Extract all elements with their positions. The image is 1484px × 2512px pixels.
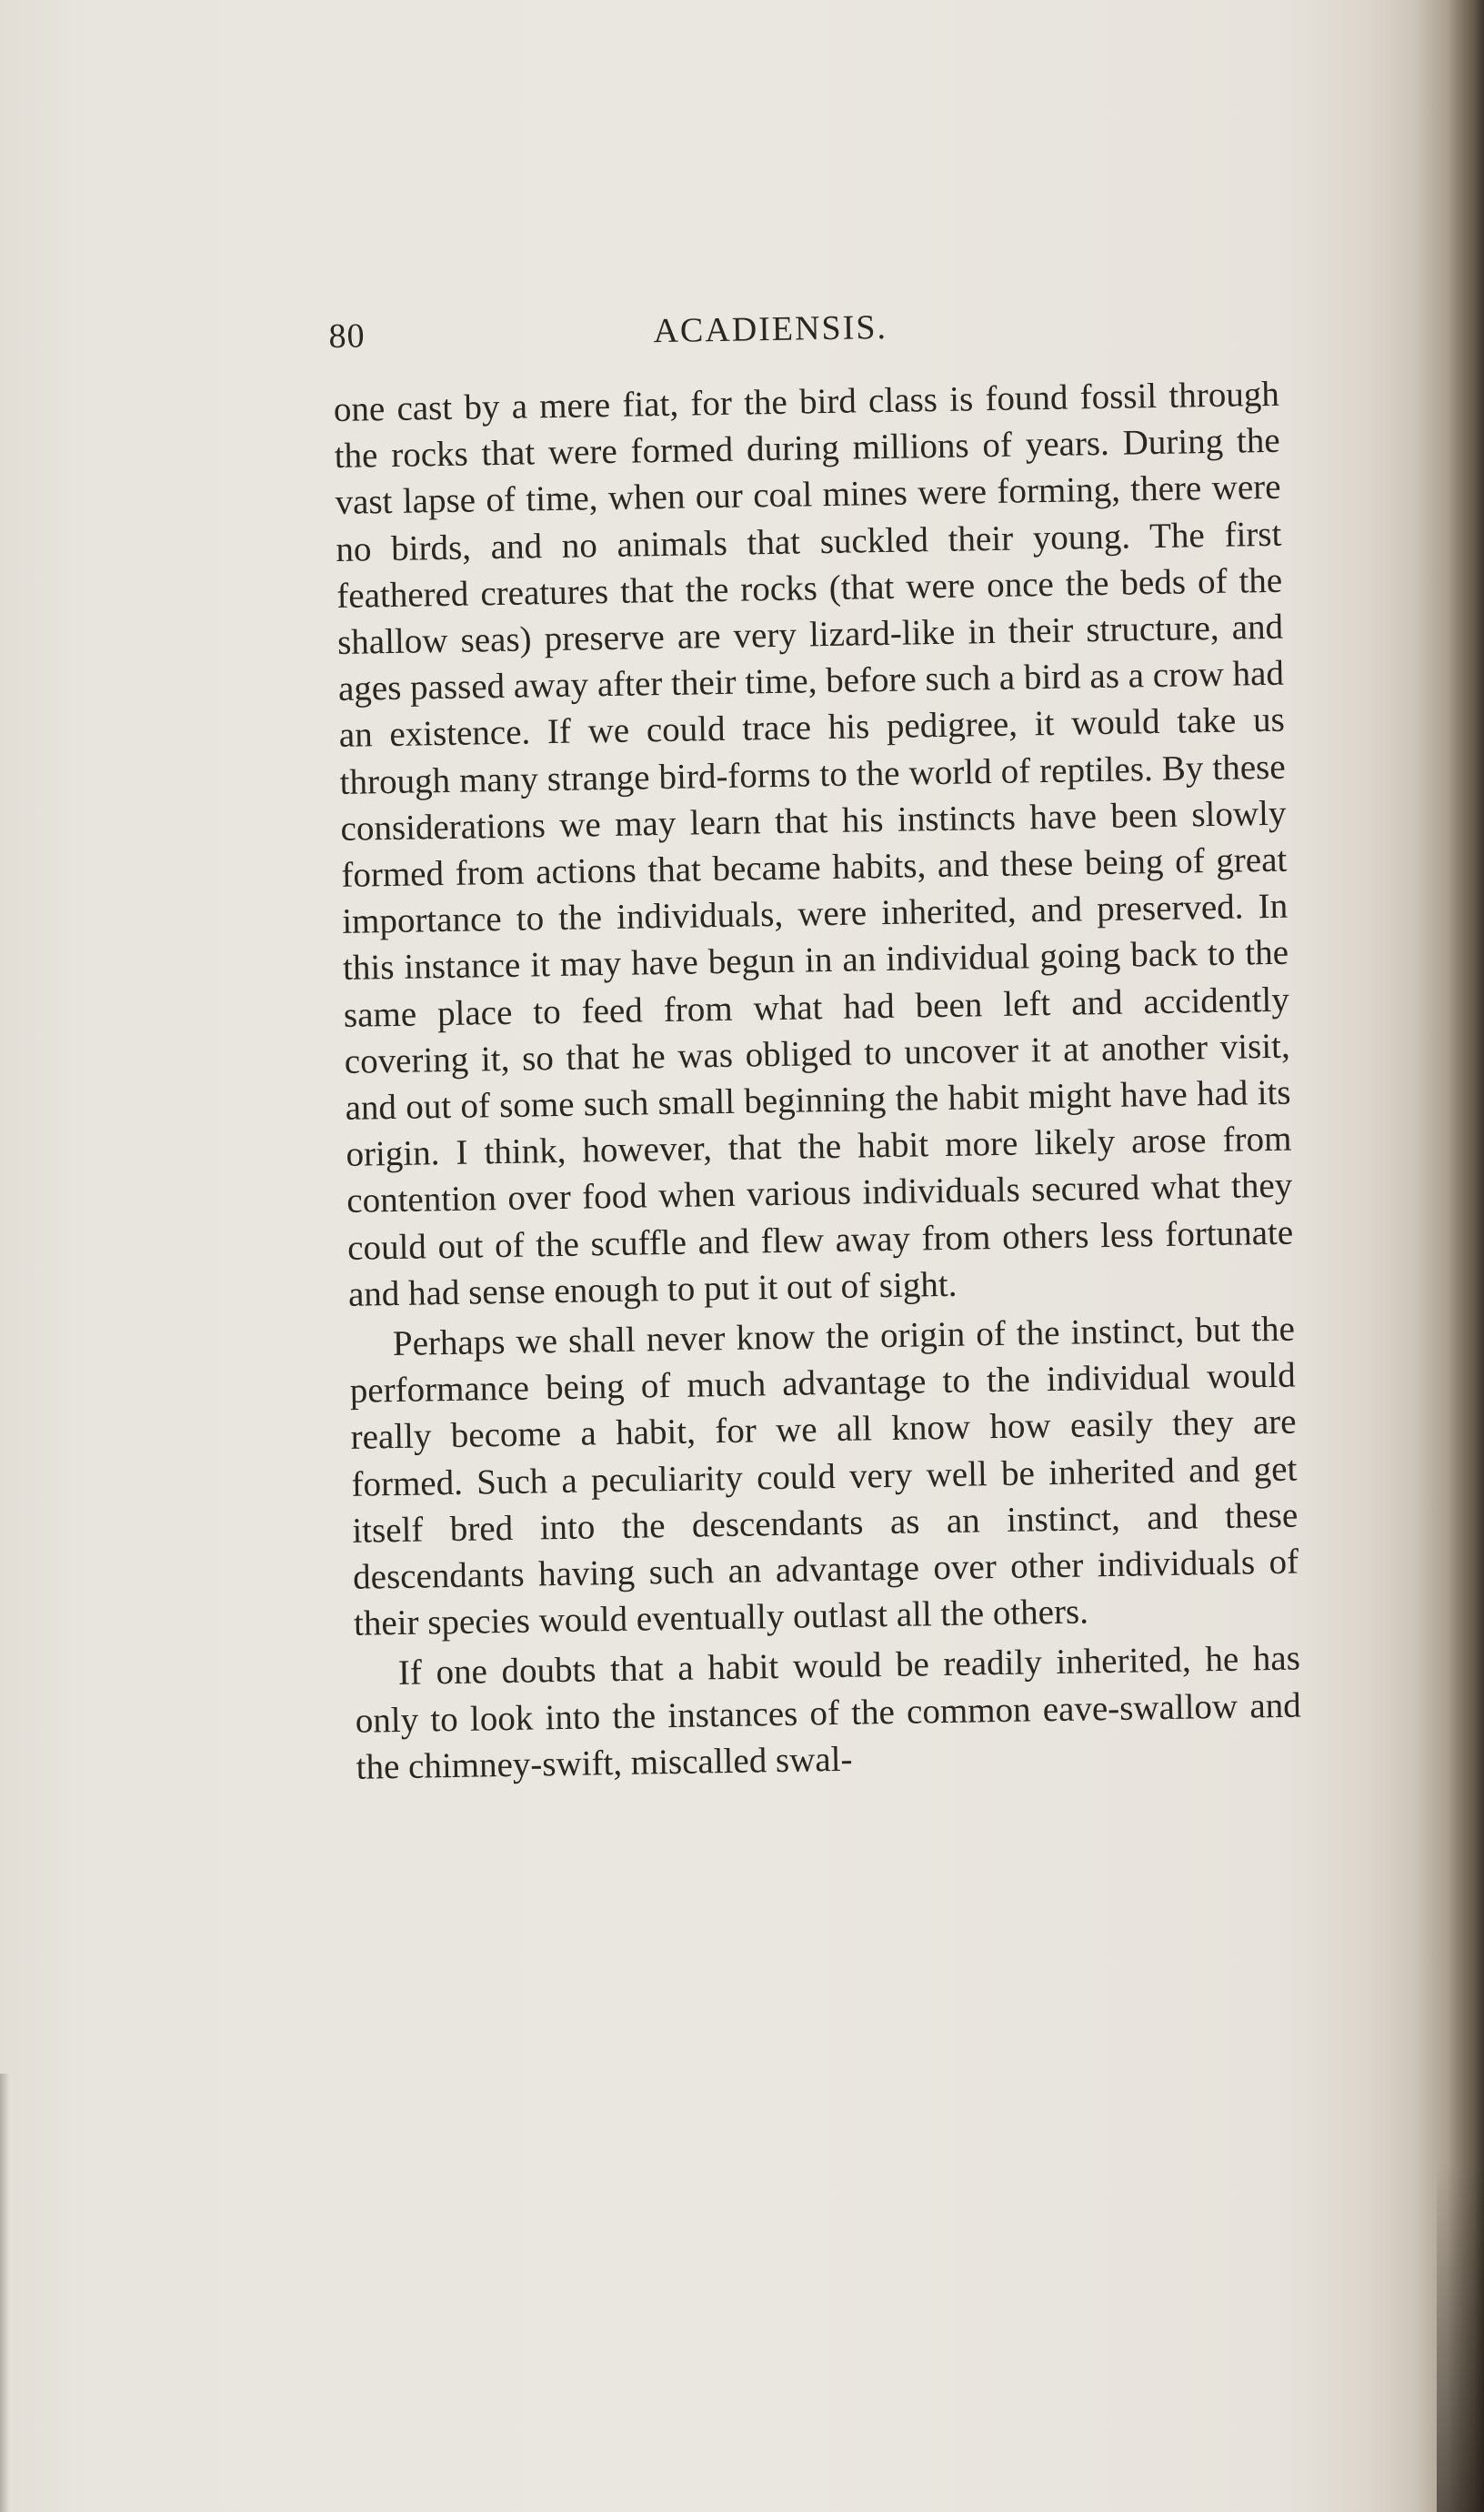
page-number: 80 (328, 317, 366, 357)
paragraph-3: If one doubts that a habit would be readily inherited, he has only to look into the instances of the common eave-swallow and the chimney-swift, miscalled swal- (355, 1639, 1302, 1787)
page-content (328, 289, 1302, 1791)
page-header (328, 289, 1278, 387)
body-text (333, 371, 1301, 1791)
paragraph-1: one cast by a mere fiat, for the bird class is found fossil through the rocks that were formed during millions of years. During the vast lapse of time, when our coal mines were forming, there were no birds, and no animals that suckled their young. The first feathered creatures that the rocks (that were once the beds of the shallow seas) preserve are very lizard-like in their structure, and ages passed away after their time, before such a bird as a crow had an existence. If we could trace his pedigree, it would take us through many strange bird-forms to the world of reptiles. By these considerations we may learn that his instincts have been slowly formed from actions that became habits, and these being of great importance to the individuals, were inherited, and preserved. In this instance it may have begun in an individual going back to the same place to feed from what had been left and accidently covering it, so that he was obliged to uncover it at another visit, and out of some such small beginning the habit might have had its origin. I think, however, that the habit more likely arose from contention over food when various individuals secured what they could out of the scuffle and flew away from others less fortunate and had sense enough to put it out of sight. (333, 374, 1294, 1314)
running-head: ACADIENSIS. (653, 307, 888, 351)
paragraph-2: Perhaps we shall never know the origin of the instinct, but the performance being of much advantage to the individual would really become a habit, for we all know how easily they are formed. Such a peculiarity could very well be inherited and get itself bred into the descendants as an instinct, and these descendants having such an advantage over other individuals of their species would eventually outlast all the others. (349, 1309, 1299, 1644)
page-left-edge (0, 2074, 9, 2512)
page-binding-shadow (1419, 0, 1484, 2512)
page-corner-shadow (1437, 2165, 1484, 2512)
